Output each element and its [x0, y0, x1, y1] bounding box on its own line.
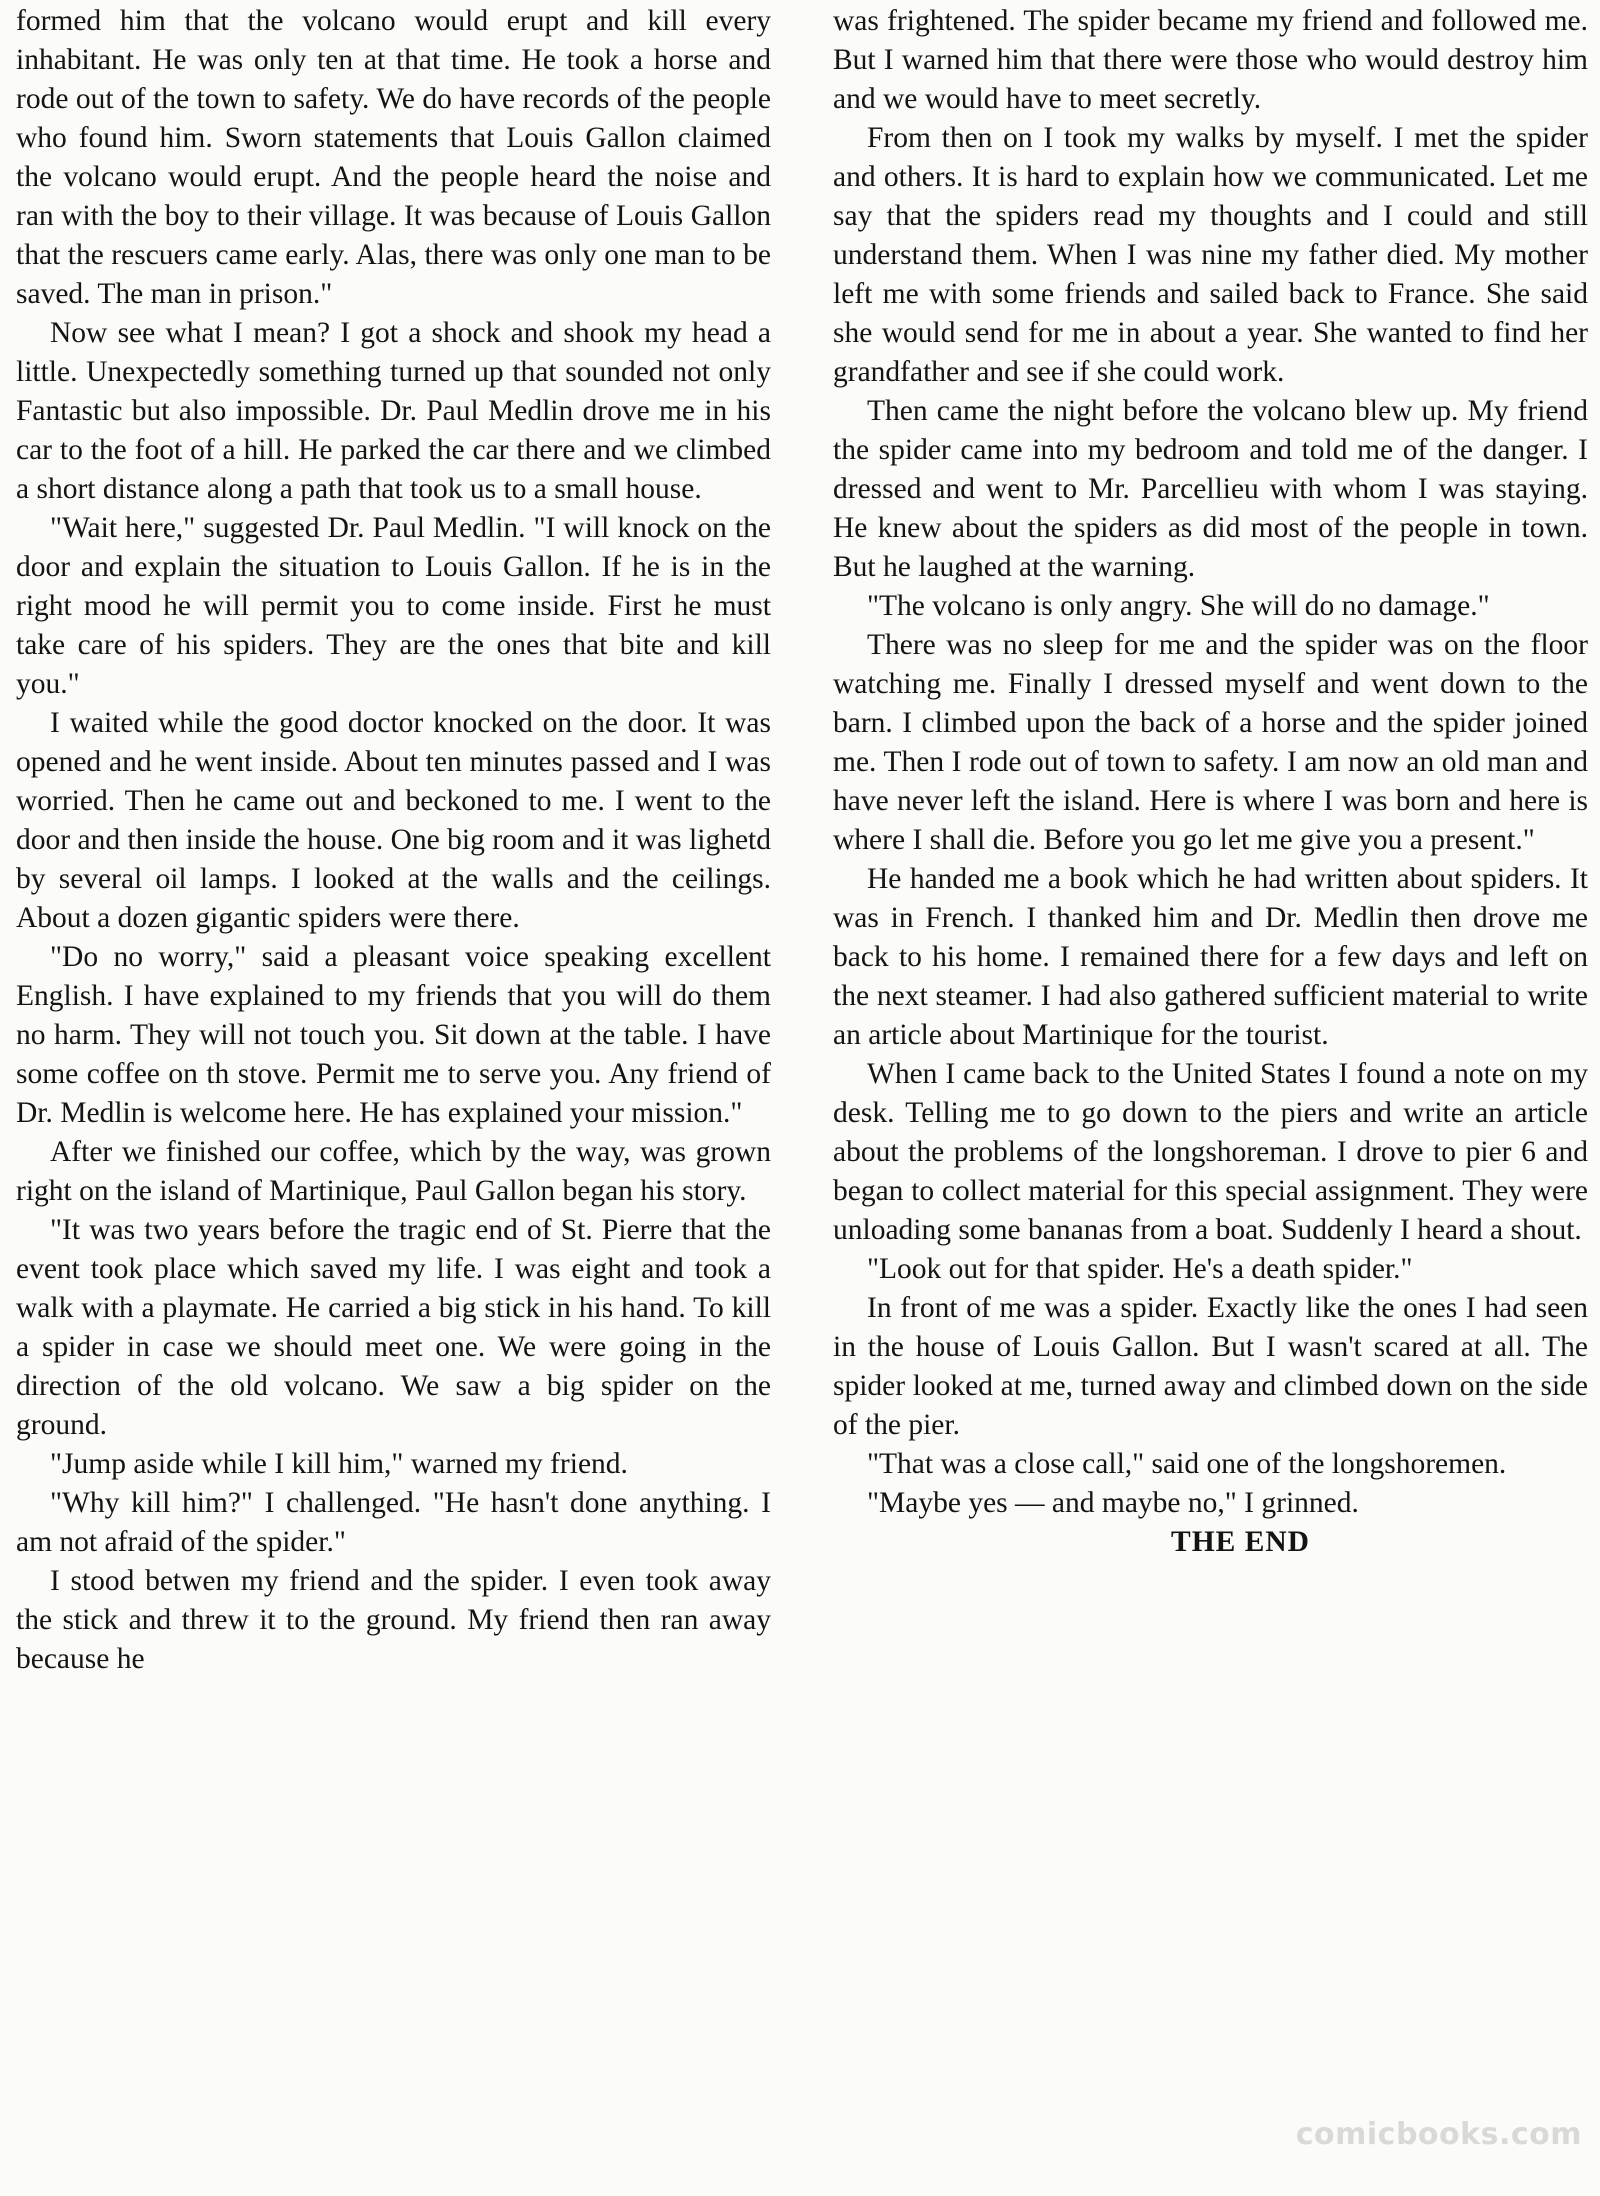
- watermark-logo: comicbooks.com: [1295, 2117, 1582, 2152]
- the-end-heading: THE END: [1171, 1526, 1310, 1558]
- paragraph: I waited while the good doctor knocked on the door. It was opened and he went inside. About ten minutes passed and I was worried. Then he came out and beckoned to me. I went to the door and then inside the house. One big room and it was lighetd by several oil lamps. I looked at the walls and the ceilings. About a dozen gigantic spiders were there.: [16, 707, 771, 934]
- paragraph: "Wait here," suggested Dr. Paul Medlin. "I will knock on the door and explain the situation to Louis Gallon. If he is in the right mood he will permit you to come inside. First he must take care of his spiders. They are the ones that bite and kill you.": [16, 512, 771, 700]
- paragraph: "The volcano is only angry. She will do no damage.": [867, 590, 1490, 622]
- right-column: [833, 2, 1588, 1562]
- paragraph: He handed me a book which he had written about spiders. It was in French. I thanked him and Dr. Medlin then drove me back to his home. I remained there for a few days and left on the next steamer. I had also gathered sufficient material to write an article about Martinique for the tourist.: [833, 863, 1588, 1051]
- paragraph: "Do no worry," said a pleasant voice speaking excellent English. I have explained to my friends that you will do them no harm. They will not touch you. Sit down at the table. I have some coffee on th stove. Permit me to serve you. Any friend of Dr. Medlin is welcome here. He has explained your mission.": [16, 941, 771, 1129]
- paragraph: From then on I took my walks by myself. I met the spider and others. It is hard to explain how we communicated. Let me say that the spiders read my thoughts and I could and still understand them. When I was nine my father died. My mother left me with some friends and sailed back to France. She said she would send for me in about a year. She wanted to find her grandfather and see if she could work.: [833, 122, 1588, 388]
- left-column: [16, 2, 771, 1679]
- paragraph: When I came back to the United States I found a note on my desk. Telling me to go down to the piers and write an article about the problems of the longshoreman. I drove to pier 6 and began to collect material for this special assignment. They were unloading some bananas from a boat. Suddenly I heard a shout.: [833, 1058, 1588, 1246]
- paragraph: "That was a close call," said one of the longshoremen.: [867, 1448, 1507, 1480]
- paragraph: Then came the night before the volcano blew up. My friend the spider came into my bedroom and told me of the danger. I dressed and went to Mr. Parcellieu with whom I was staying. He knew about the spiders as did most of the people in town. But he laughed at the warning.: [833, 395, 1588, 583]
- paragraph: Now see what I mean? I got a shock and shook my head a little. Unexpectedly something turned up that sounded not only Fantastic but also impossible. Dr. Paul Medlin drove me in his car to the foot of a hill. He parked the car there and we climbed a short distance along a path that took us to a small house.: [16, 317, 771, 505]
- paragraph: "Jump aside while I kill him," warned my friend.: [50, 1448, 628, 1480]
- paragraph: After we finished our coffee, which by the way, was grown right on the island of Martinique, Paul Gallon began his story.: [16, 1136, 771, 1207]
- paragraph: "Look out for that spider. He's a death spider.": [867, 1253, 1413, 1285]
- paragraph: formed him that the volcano would erupt and kill every inhabitant. He was only ten at that time. He took a horse and rode out of the town to safety. We do have records of the people who found him. Sworn statements that Louis Gallon claimed the volcano would erupt. And the people heard the noise and ran with the boy to their village. It was because of Louis Gallon that the rescuers came early. Alas, there was only one man to be saved. The man in prison.": [16, 5, 771, 310]
- paragraph: In front of me was a spider. Exactly like the ones I had seen in the house of Louis Gallon. But I wasn't scared at all. The spider looked at me, turned away and climbed down on the side of the pier.: [833, 1292, 1588, 1441]
- paragraph: I stood betwen my friend and the spider. I even took away the stick and threw it to the ground. My friend then ran away because he: [16, 1565, 771, 1675]
- paragraph: was frightened. The spider became my friend and followed me. But I warned him that there were those who would destroy him and we would have to meet secretly.: [833, 5, 1588, 115]
- paragraph: "It was two years before the tragic end of St. Pierre that the event took place which saved my life. I was eight and took a walk with a playmate. He carried a big stick in his hand. To kill a spider in case we should meet one. We were going in the direction of the old volcano. We saw a big spider on the ground.: [16, 1214, 771, 1441]
- paragraph: There was no sleep for me and the spider was on the floor watching me. Finally I dressed myself and went down to the barn. I climbed upon the back of a horse and the spider joined me. Then I rode out of town to safety. I am now an old man and have never left the island. Here is where I was born and here is where I shall die. Before you go let me give you a present.": [833, 629, 1588, 856]
- paragraph: "Why kill him?" I challenged. "He hasn't done anything. I am not afraid of the spider.": [16, 1487, 771, 1558]
- paragraph: "Maybe yes — and maybe no," I grinned.: [867, 1487, 1359, 1519]
